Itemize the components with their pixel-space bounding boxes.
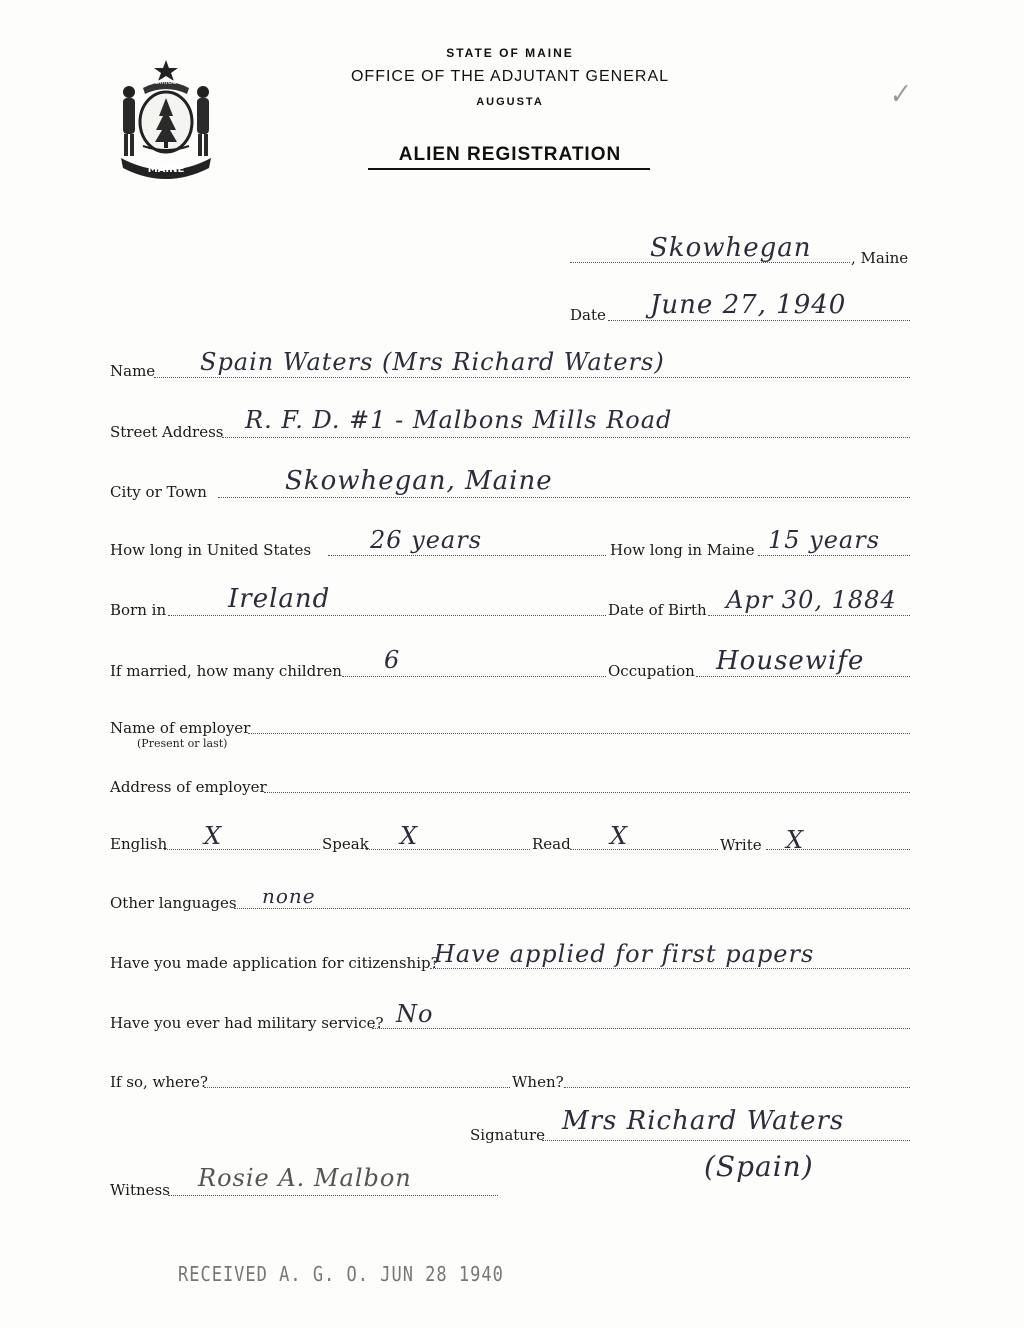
signature-value: Mrs Richard Waters: [562, 1106, 845, 1136]
form-title: ALIEN REGISTRATION: [398, 144, 622, 165]
citizenship-value: Have applied for first papers: [434, 940, 815, 968]
name-line: [154, 377, 910, 378]
when-label: When?: [512, 1073, 564, 1091]
employer-address-line: [264, 792, 910, 793]
maine-state-seal-icon: [113, 58, 219, 182]
born-in-value: Ireland: [228, 584, 331, 614]
dob-value: Apr 30, 1884: [726, 586, 897, 614]
children-line: [342, 676, 606, 677]
write-label: Write: [720, 836, 762, 854]
employer-address-label: Address of employer: [110, 778, 267, 796]
other-languages-label: Other languages: [110, 894, 237, 912]
street-line: [222, 437, 910, 438]
how-long-us-value: 26 years: [370, 526, 483, 554]
military-label: Have you ever had military service?: [110, 1014, 384, 1032]
seal-motto: DIRIGO: [155, 79, 177, 86]
other-languages-value: none: [262, 884, 316, 908]
where-line: [204, 1087, 510, 1088]
when-line: [564, 1087, 910, 1088]
born-in-label: Born in: [110, 601, 167, 619]
signature-line: [542, 1140, 910, 1141]
write-value: X: [786, 826, 805, 854]
name-label: Name: [110, 362, 156, 380]
speak-label: Speak: [322, 835, 369, 853]
town-suffix: , Maine: [851, 249, 909, 267]
witness-value: Rosie A. Malbon: [198, 1164, 412, 1192]
employer-sublabel: (Present or last): [137, 737, 228, 750]
read-value: X: [610, 822, 629, 850]
employer-line: [248, 733, 910, 734]
date-label: Date: [570, 306, 606, 324]
occupation-line: [696, 676, 910, 677]
how-long-maine-value: 15 years: [768, 526, 881, 554]
born-in-line: [168, 615, 606, 616]
signature-label: Signature: [470, 1126, 546, 1144]
city-line: [218, 497, 910, 498]
citizenship-line: [430, 968, 910, 969]
english-line: [164, 849, 320, 850]
other-languages-line: [234, 908, 910, 909]
english-value: X: [204, 822, 223, 850]
date-value: June 27, 1940: [650, 290, 847, 320]
date-line: [608, 320, 910, 321]
speak-value: X: [400, 822, 419, 850]
city-value: Skowhegan, Maine: [285, 466, 553, 496]
name-value: Spain Waters (Mrs Richard Waters): [200, 348, 665, 376]
city-label: City or Town: [110, 483, 207, 501]
dob-line: [708, 615, 910, 616]
military-line: [372, 1028, 910, 1029]
received-stamp: RECEIVED A. G. O. JUN 28 1940: [178, 1263, 504, 1287]
citizenship-label: Have you made application for citizenship?: [110, 954, 439, 972]
employer-label: Name of employer: [110, 719, 251, 737]
read-line: [570, 849, 718, 850]
children-label: If married, how many children: [110, 662, 342, 680]
how-long-us-line: [328, 555, 606, 556]
header-state: STATE OF MAINE: [446, 46, 574, 60]
signature-maiden-name: (Spain): [704, 1150, 814, 1183]
how-long-us-label: How long in United States: [110, 541, 312, 559]
occupation-label: Occupation: [608, 662, 695, 680]
how-long-maine-line: [758, 555, 910, 556]
seal-label: MAINE: [147, 164, 185, 175]
street-label: Street Address: [110, 423, 224, 441]
witness-label: Witness: [110, 1181, 170, 1199]
header-office: OFFICE OF THE ADJUTANT GENERAL: [350, 68, 670, 85]
where-label: If so, where?: [110, 1073, 208, 1091]
occupation-value: Housewife: [716, 646, 865, 676]
header-city: AUGUSTA: [476, 96, 544, 108]
how-long-maine-label: How long in Maine: [610, 541, 755, 559]
town-value: Skowhegan: [650, 233, 812, 263]
english-label: English: [110, 835, 168, 853]
dob-label: Date of Birth: [608, 601, 707, 619]
title-underline: [368, 168, 650, 170]
children-value: 6: [384, 646, 401, 674]
street-value: R. F. D. #1 - Malbons Mills Road: [245, 406, 673, 434]
military-value: No: [396, 1000, 434, 1028]
read-label: Read: [532, 835, 571, 853]
speak-line: [366, 849, 530, 850]
witness-line: [168, 1195, 498, 1196]
corner-check-mark: ✓: [885, 78, 913, 112]
